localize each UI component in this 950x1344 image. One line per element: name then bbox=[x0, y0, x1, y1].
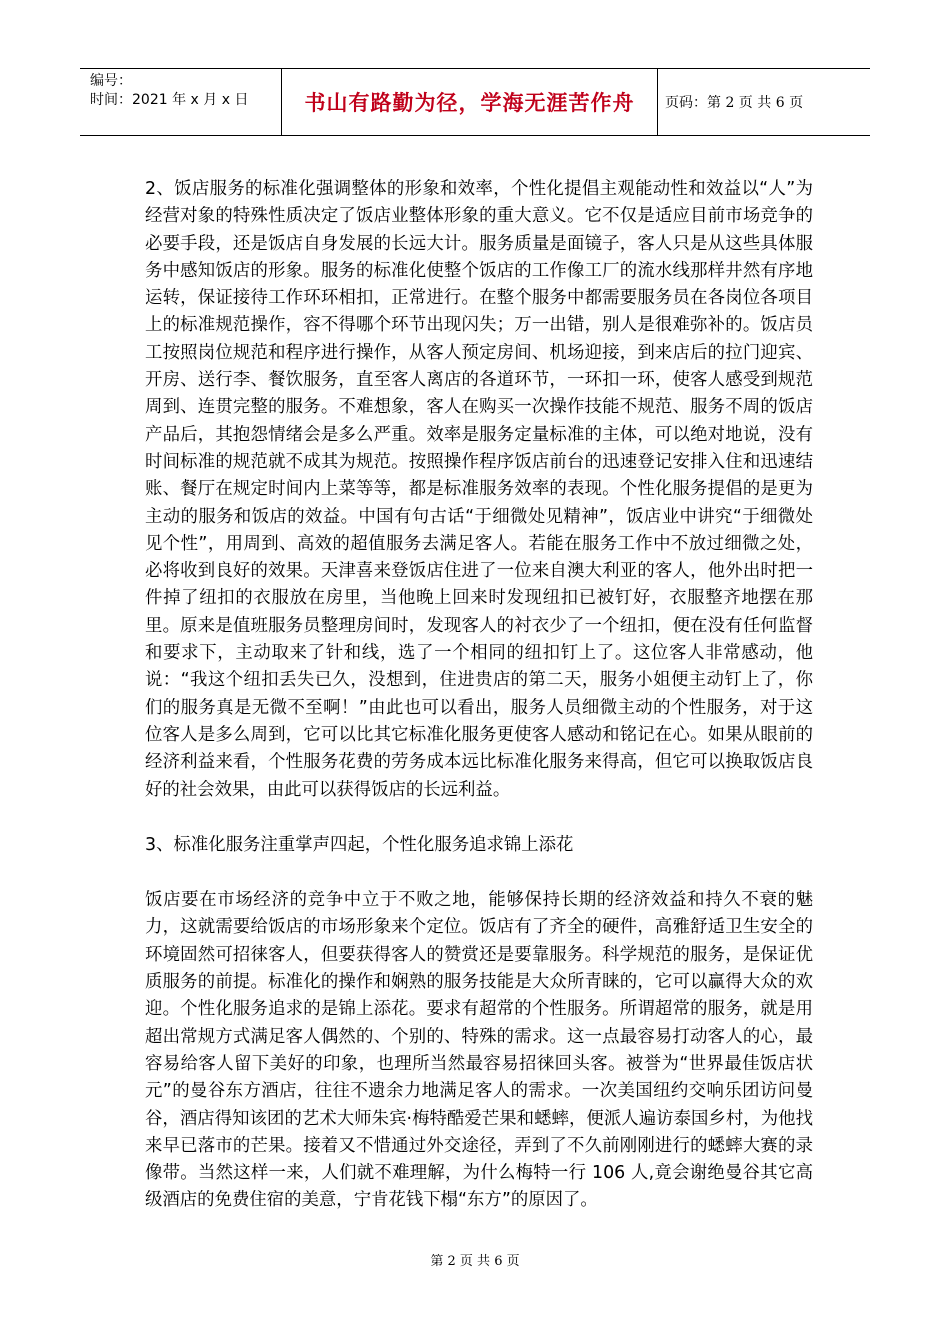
paragraph-section-2: 2、饭店服务的标准化强调整体的形象和效率，个性化提倡主观能动性和效益以“人”为经营对象的特殊性质决定了饭店业整体形象的重大意义。它不仅是适应目前市场竞争的必要手段，还是饭店自身发展的长远大计。服务质量是面镜子，客人只是从这些具体服务中感知饭店的形象。服务的标准化使整个饭店的工作像工厂的流水线那样井然有序地运转，保证接待工作环环相扣，正常进行。在整个服务中都需要服务员在各岗位各项目上的标准规范操作，容不得哪个环节出现闪失；万一出错，别人是很难弥补的。饭店员工按照岗位规范和程序进行操作，从客人预定房间、机场迎接，到来店后的拉门迎宾、开房、送行李、餐饮服务，直至客人离店的各道环节，一环扣一环，使客人感受到规范周到、连贯完整的服务。不难想象，客人在购买一次操作技能不规范、服务不周的饭店产品后，其抱怨情绪会是多么严重。效率是服务定量标准的主体，可以绝对地说，没有时间标准的规范就不成其为规范。按照操作程序饭店前台的迅速登记安排入住和迅速结账、餐厅在规定时间内上菜等等，都是标准服务效率的表现。个性化服务提倡的是更为主动的服务和饭店的效益。中国有句古话“于细微处见精神”，饭店业中讲究“于细微处见个性”，用周到、高效的超值服务去满足客人。若能在服务工作中不放过细微之处，必将收到良好的效果。天津喜来登饭店住进了一位来自澳大利亚的客人，他外出时把一件掉了纽扣的衣服放在房里，当他晚上回来时发现纽扣已被钉好，衣服整齐地摆在那里。原来是值班服务员整理房间时，发现客人的衬衣少了一个纽扣，便在没有任何监督和要求下，主动取来了针和线，选了一个相同的纽扣钉上了。这位客人非常感动，他说：“我这个纽扣丢失已久，没想到，住进贵店的第二天，服务小姐便主动钉上了，你们的服务真是无微不至啊！”由此也可以看出，服务人员细微主动的个性服务，对于这位客人是多么周到，它可以比其它标准化服务更使客人感动和铭记在心。如果从眼前的经济利益来看，个性服务花费的劳务成本远比标准化服务来得高，但它可以换取饭店良好的社会效果，由此可以获得饭店的长远利益。 bbox=[145, 179, 813, 800]
paragraph-section-3: 饭店要在市场经济的竞争中立于不败之地，能够保持长期的经济效益和持久不衰的魅力，这就需要给饭店的市场形象来个定位。饭店有了齐全的硬件，高雅舒适卫生安全的环境固然可招徕客人，但要获得客人的赞赏还是要靠服务。科学规范的服务，是保证优质服务的前提。标准化的操作和娴熟的服务技能是大众所青睐的，它可以赢得大众的欢迎。个性化服务追求的是锦上添花。要求有超常的个性服务。所谓超常的服务，就是用超出常规方式满足客人偶然的、个别的、特殊的需求。这一点最容易打动客人的心，最容易给客人留下美好的印象，也理所当然最容易招徕回头客。被誉为“世界最佳饭店状元”的曼谷东方酒店，往往不遗余力地满足客人的需求。一次美国纽约交响乐团访问曼谷，酒店得知该团的艺术大师朱宾·梅特酷爱芒果和蟋蟀，便派人遍访泰国乡村，为他找来早已落市的芒果。接着又不惜通过外交途径，弄到了不久前刚刚进行的蟋蟀大赛的录像带。当然这样一来，人们就不难理解，为什么梅特一行 106 人,竟会谢绝曼谷其它高级酒店的免费住宿的美意，宁肯花钱下榻“东方”的原因了。 bbox=[145, 890, 813, 1211]
section-3-heading: 3、标准化服务注重掌声四起，个性化服务追求锦上添花 bbox=[145, 834, 574, 855]
header-motto: 书山有路勤为径，学海无涯苦作舟 bbox=[304, 91, 635, 115]
document-number-label: 编号： bbox=[90, 73, 132, 89]
document-date: 时间：2021 年 x 月 x 日 bbox=[90, 92, 249, 108]
header-page-info: 页码：第 2 页 共 6 页 bbox=[665, 95, 804, 111]
header-motto-cell bbox=[282, 69, 658, 135]
header-page-info-cell bbox=[658, 69, 870, 135]
header-meta bbox=[80, 69, 282, 135]
page-footer bbox=[0, 1250, 950, 1269]
page-header bbox=[80, 68, 870, 136]
footer-page-number: 第 2 页 共 6 页 bbox=[430, 1254, 520, 1269]
document-body bbox=[145, 176, 813, 1215]
